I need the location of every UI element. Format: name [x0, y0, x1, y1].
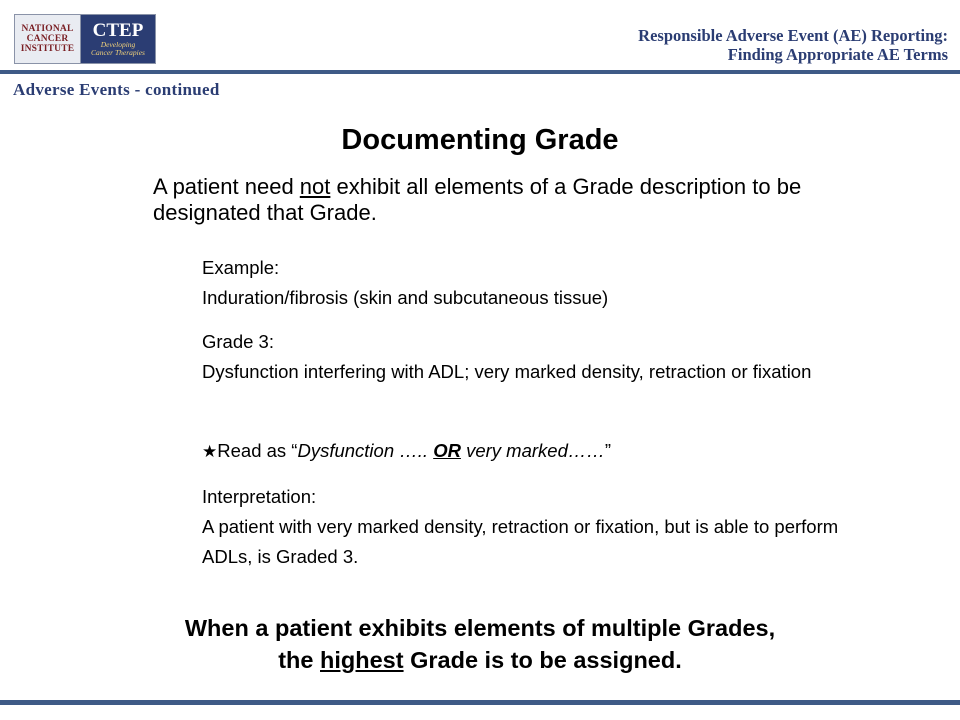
example-block: [202, 253, 852, 313]
header-title-line: Finding Appropriate AE Terms: [727, 45, 948, 64]
slide-title: Documenting Grade: [341, 124, 619, 156]
header-divider: [0, 70, 960, 74]
ctep-logo: [81, 15, 155, 63]
read-as-note: [202, 436, 852, 467]
header-title-line: Responsible Adverse Event (AE) Reporting:: [638, 26, 948, 45]
read-text: Read as “: [217, 440, 298, 461]
closing-line: [0, 644, 960, 676]
closing-text: the: [278, 647, 321, 673]
ctep-logo-text: CTEP: [92, 19, 144, 41]
interpretation-block: [202, 482, 852, 572]
example-heading: Example:: [202, 257, 280, 278]
nci-logo: [15, 15, 81, 63]
nci-logo-line: INSTITUTE: [20, 44, 75, 54]
nci-ctep-logo: [14, 14, 156, 64]
read-text-italic: Dysfunction …..: [297, 440, 434, 461]
grade-heading: Grade 3:: [202, 331, 274, 352]
footer-divider: [0, 700, 960, 705]
example-text: Induration/fibrosis (skin and subcutaneous tissue): [202, 287, 609, 308]
lead-paragraph: [153, 174, 853, 226]
section-label: Adverse Events - continued: [13, 80, 220, 99]
closing-statement: [0, 612, 960, 676]
read-text: ”: [604, 440, 612, 461]
ctep-logo-subtext: Developing: [100, 39, 136, 49]
closing-emphasis: highest: [320, 647, 404, 673]
header-title: [638, 26, 948, 64]
grade-block: [202, 327, 852, 387]
lead-text: A patient need: [153, 174, 300, 199]
interpretation-heading: Interpretation:: [202, 486, 317, 507]
star-icon: ★: [202, 442, 218, 461]
lead-emphasis: not: [299, 174, 331, 199]
closing-line: When a patient exhibits elements of multiple Grades,: [184, 615, 776, 641]
read-or-emphasis: OR: [433, 440, 461, 461]
nci-logo-line: NATIONAL: [21, 24, 74, 34]
closing-text: Grade is to be assigned.: [403, 647, 682, 673]
grade-text: Dysfunction interfering with ADL; very marked density, retraction or fixation: [202, 361, 812, 382]
nci-logo-line: CANCER: [26, 34, 69, 44]
read-text-italic: very marked……: [460, 440, 605, 461]
ctep-logo-subtext: Cancer Therapies: [91, 48, 145, 57]
lead-text: exhibit all elements of a Grade description to be designated that Grade.: [153, 174, 802, 225]
interpretation-text: A patient with very marked density, retraction or fixation, but is able to perform ADLs, is Graded 3.: [202, 516, 839, 567]
